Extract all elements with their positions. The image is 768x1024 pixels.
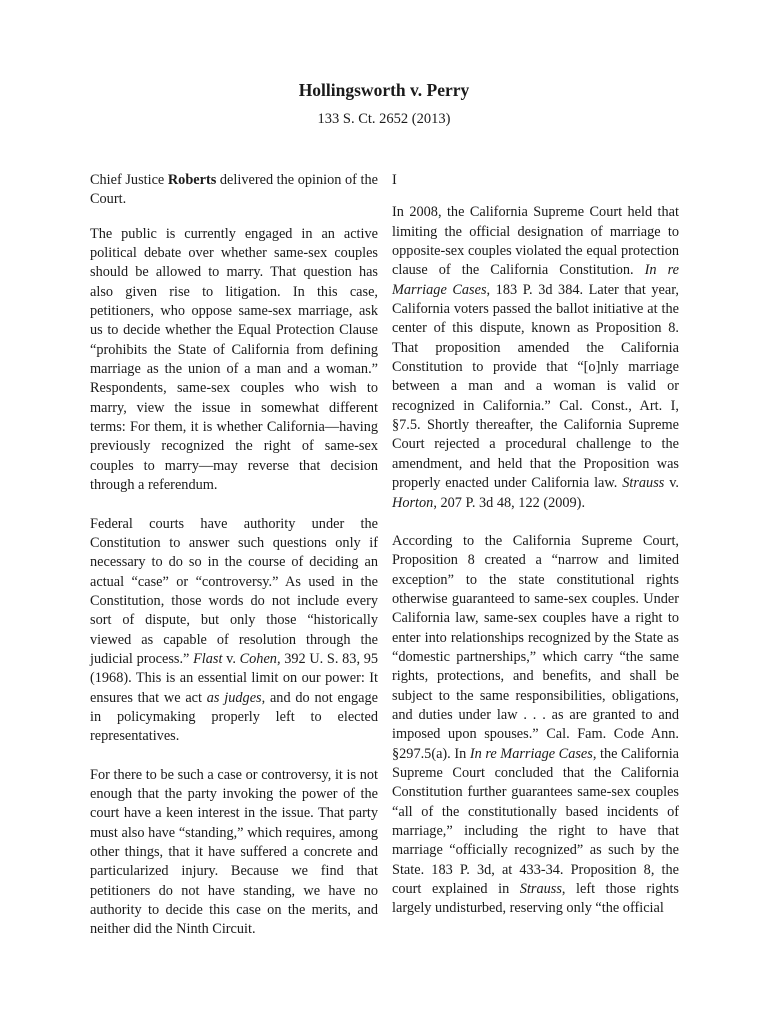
intro-text: Chief Justice [90,172,168,188]
text-run: v. [664,475,679,492]
text-run: , the California Supreme Court concluded that the California Constitution further guarantees same-sex couples “all of the constitutionally based incidents of marriage,” including the right to have that marriage “officially recognized” as such by the State. 183 P. 3d, at 433-34. Proposition 8, the court explained in [392,745,680,898]
text-run: v. [222,650,240,667]
case-name-italic: In re Marriage Cases [469,745,593,762]
intro-text-end: delivered the opinion of the Court. [90,172,378,208]
text-run: , left those rights largely undisturbed, reserving only “the official [392,881,679,917]
case-name-italic: In re Marriage Cases [392,262,679,298]
opinion-intro-paragraph [90,171,378,210]
emphasis-italic: as judges [206,689,262,706]
case-name-italic: Horton [392,494,434,511]
text-run: , and do not engage in policymaking properly left to elected representatives. [90,689,378,745]
justice-name: Roberts [167,172,217,188]
text-run: Federal courts have authority under the Constitution to answer such questions only if necessary to do so in the course of deciding an actual “case” or “controversy.” As used in the Constitution, those words do not include every sort of dispute, but only those “historically viewed as capable of resolution through the judicial process.” [90,515,378,667]
case-citation: 133 S. Ct. 2652 (2013) [317,111,451,127]
paragraph-2008-ruling [392,203,679,513]
text-run: , 207 P. 3d 48, 122 (2009). [433,494,586,511]
left-column [90,171,378,959]
case-title: Hollingsworth v. Perry [298,80,470,100]
text-run: According to the California Supreme Court, Proposition 8 created a “narrow and limited exception” to the state constitutional rights otherwise guaranteed to same-sex couples. Under California law, same-sex couples have a right to enter into relationships recognized by the State as “domestic partnerships,” which carry “the same rights, protections, and benefits, and shall be subject to the same responsibilities, obligations, and duties under law . . . as are granted to and imposed upon spouses.” Cal. Fam. Code Ann. §297.5(a). In [392,532,679,762]
section-heading: I [392,172,397,188]
text-run: , 392 U. S. 83, 95 (1968). This is an essential limit on our power: It ensures that we act [90,650,379,706]
paragraph-political-debate: The public is currently engaged in an active political debate over whether same-sex couples should be allowed to marry. That question has also given rise to litigation. In this case, petitioners, who oppose same-sex marriage, ask us to decide whether the Equal Protection Clause “prohibits the State of California from defining marriage as the union of a man and a woman.” Respondents, same-sex couples who wish to marry, view the issue in somewhat different terms: For them, it is whether California—having previously recognized the right of same-sex couples to marry—may reverse that decision through a referendum. [90,225,378,494]
case-name-italic: Strauss [622,475,665,492]
case-name-italic: Flast [193,650,223,667]
text-run: , 183 P. 3d 384. Later that year, California voters passed the ballot initiative at the center of this dispute, known as Proposition 8. That proposition amended the California Constitution to provide that “[o]nly marriage between a man and a woman is valid or recognized in California.” Cal. Const., Art. I, §7.5. Shortly thereafter, the California Supreme Court rejected a procedural challenge to the amendment, and held that the Proposition was properly enacted under California law. [392,281,679,492]
paragraph-standing: For there to be such a case or controversy, it is not enough that the party invoking the power of the court have a keen interest in the issue. That party must also have “standing,” which requires, among other things, that it have suffered a concrete and particularized injury. Because we find that petitioners do not have standing, we have no authority to decide this case on the merits, and neither did the Ninth Circuit. [90,766,378,938]
text-run: In 2008, the California Supreme Court held that limiting the official designation of marriage to opposite-sex couples violated the equal protection clause of the California Constitution. [392,204,679,279]
right-column [392,171,679,938]
case-name-italic: Cohen [239,650,277,667]
case-name-italic: Strauss [519,881,562,898]
paragraph-proposition-8 [392,532,679,919]
paragraph-federal-courts [90,515,378,747]
